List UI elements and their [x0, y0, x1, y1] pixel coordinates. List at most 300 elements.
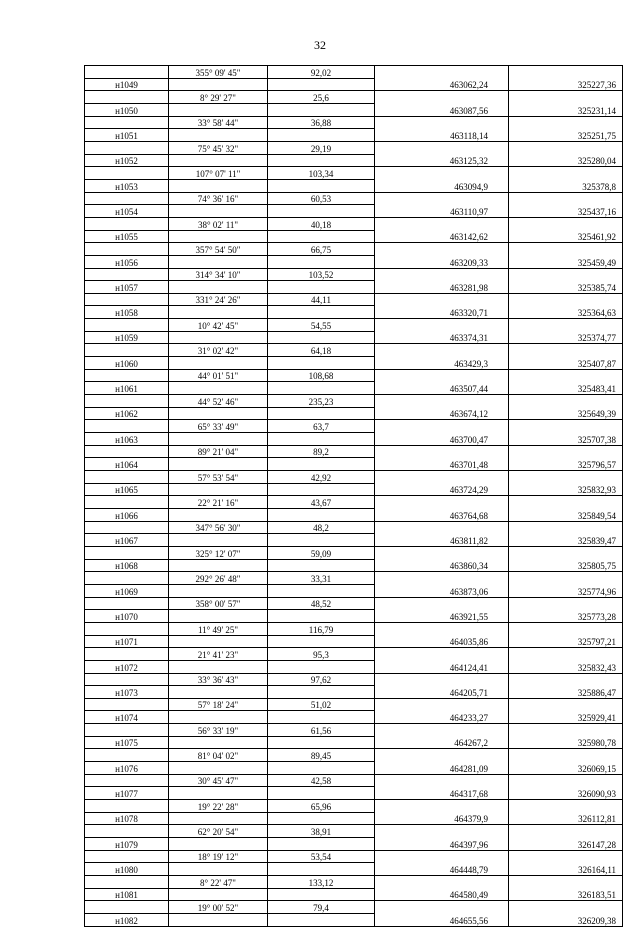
- distance-cell-empty: [268, 584, 375, 597]
- point-row: [85, 179, 623, 192]
- point-cell-empty: [85, 420, 169, 433]
- point-row: [85, 534, 623, 547]
- y-coordinate: 325385,74: [509, 281, 623, 294]
- distance-cell-empty: [268, 610, 375, 623]
- point-id: н1056: [85, 255, 169, 268]
- distance-cell-empty: [268, 635, 375, 648]
- x-coordinate: 463507,44: [375, 382, 509, 395]
- point-row: [85, 154, 623, 167]
- point-id: н1069: [85, 584, 169, 597]
- y-coordinate: 325707,38: [509, 433, 623, 446]
- x-cell-empty: [375, 319, 509, 332]
- point-id: н1067: [85, 534, 169, 547]
- point-id: н1073: [85, 686, 169, 699]
- bearing-angle: 44° 52' 46": [169, 395, 268, 408]
- x-coordinate: 464448,79: [375, 863, 509, 876]
- bearing-distance: 61,56: [268, 724, 375, 737]
- bearing-row: [85, 243, 623, 256]
- bearing-row: [85, 724, 623, 737]
- x-cell-empty: [375, 572, 509, 585]
- bearing-row: [85, 66, 623, 79]
- x-cell-empty: [375, 648, 509, 661]
- x-cell-empty: [375, 167, 509, 180]
- x-cell-empty: [375, 268, 509, 281]
- angle-cell-empty: [169, 129, 268, 142]
- x-cell-empty: [375, 369, 509, 382]
- point-row: [85, 407, 623, 420]
- y-coordinate: 325980,78: [509, 736, 623, 749]
- point-row: [85, 306, 623, 319]
- bearing-angle: 355° 09' 45": [169, 66, 268, 79]
- point-cell-empty: [85, 496, 169, 509]
- distance-cell-empty: [268, 382, 375, 395]
- bearing-angle: 11° 49' 25": [169, 622, 268, 635]
- x-cell-empty: [375, 597, 509, 610]
- angle-cell-empty: [169, 559, 268, 572]
- y-cell-empty: [509, 724, 623, 737]
- bearing-distance: 40,18: [268, 217, 375, 230]
- point-id: н1082: [85, 913, 169, 926]
- x-coordinate: 463700,47: [375, 433, 509, 446]
- x-coordinate: 463281,98: [375, 281, 509, 294]
- x-coordinate: 464379,9: [375, 812, 509, 825]
- angle-cell-empty: [169, 610, 268, 623]
- bearing-angle: 8° 29' 27": [169, 91, 268, 104]
- angle-cell-empty: [169, 736, 268, 749]
- y-coordinate: 325459,49: [509, 255, 623, 268]
- point-row: [85, 635, 623, 648]
- point-id: н1061: [85, 382, 169, 395]
- bearing-angle: 38° 02' 11": [169, 217, 268, 230]
- distance-cell-empty: [268, 179, 375, 192]
- point-row: [85, 433, 623, 446]
- point-row: [85, 483, 623, 496]
- bearing-row: [85, 395, 623, 408]
- bearing-distance: 92,02: [268, 66, 375, 79]
- bearing-angle: 33° 58' 44": [169, 116, 268, 129]
- point-row: [85, 255, 623, 268]
- x-cell-empty: [375, 698, 509, 711]
- x-cell-empty: [375, 800, 509, 813]
- point-row: [85, 736, 623, 749]
- bearing-row: [85, 471, 623, 484]
- bearing-row: [85, 546, 623, 559]
- point-id: н1051: [85, 129, 169, 142]
- bearing-angle: 357° 54' 50": [169, 243, 268, 256]
- point-id: н1063: [85, 433, 169, 446]
- y-coordinate: 325805,75: [509, 559, 623, 572]
- bearing-angle: 19° 00' 52": [169, 901, 268, 914]
- point-row: [85, 584, 623, 597]
- x-cell-empty: [375, 673, 509, 686]
- x-cell-empty: [375, 471, 509, 484]
- bearing-row: [85, 496, 623, 509]
- distance-cell-empty: [268, 306, 375, 319]
- point-cell-empty: [85, 91, 169, 104]
- x-cell-empty: [375, 850, 509, 863]
- bearing-angle: 22° 21' 16": [169, 496, 268, 509]
- y-coordinate: 325437,16: [509, 205, 623, 218]
- y-cell-empty: [509, 698, 623, 711]
- point-id: н1064: [85, 458, 169, 471]
- point-id: н1052: [85, 154, 169, 167]
- bearing-row: [85, 192, 623, 205]
- point-row: [85, 281, 623, 294]
- point-cell-empty: [85, 648, 169, 661]
- point-cell-empty: [85, 825, 169, 838]
- point-id: н1068: [85, 559, 169, 572]
- x-coordinate: 464124,41: [375, 660, 509, 673]
- point-row: [85, 913, 623, 926]
- bearing-row: [85, 572, 623, 585]
- x-coordinate: 463860,34: [375, 559, 509, 572]
- y-cell-empty: [509, 850, 623, 863]
- y-coordinate: 326069,15: [509, 762, 623, 775]
- x-coordinate: 463142,62: [375, 230, 509, 243]
- y-coordinate: 325774,96: [509, 584, 623, 597]
- angle-cell-empty: [169, 483, 268, 496]
- angle-cell-empty: [169, 230, 268, 243]
- bearing-angle: 19° 22' 28": [169, 800, 268, 813]
- y-coordinate: 325407,87: [509, 357, 623, 370]
- x-cell-empty: [375, 243, 509, 256]
- distance-cell-empty: [268, 863, 375, 876]
- y-cell-empty: [509, 648, 623, 661]
- x-coordinate: 464233,27: [375, 711, 509, 724]
- point-id: н1055: [85, 230, 169, 243]
- point-cell-empty: [85, 749, 169, 762]
- distance-cell-empty: [268, 129, 375, 142]
- point-id: н1076: [85, 762, 169, 775]
- angle-cell-empty: [169, 306, 268, 319]
- y-cell-empty: [509, 395, 623, 408]
- bearing-distance: 133,12: [268, 876, 375, 889]
- point-row: [85, 711, 623, 724]
- angle-cell-empty: [169, 357, 268, 370]
- x-coordinate: 463094,9: [375, 179, 509, 192]
- y-cell-empty: [509, 876, 623, 889]
- x-coordinate: 464655,56: [375, 913, 509, 926]
- y-coordinate: 325797,21: [509, 635, 623, 648]
- point-cell-empty: [85, 344, 169, 357]
- point-cell-empty: [85, 445, 169, 458]
- bearing-row: [85, 800, 623, 813]
- angle-cell-empty: [169, 635, 268, 648]
- y-coordinate: 326209,38: [509, 913, 623, 926]
- x-cell-empty: [375, 141, 509, 154]
- bearing-row: [85, 597, 623, 610]
- bearing-row: [85, 850, 623, 863]
- distance-cell-empty: [268, 103, 375, 116]
- point-row: [85, 382, 623, 395]
- distance-cell-empty: [268, 559, 375, 572]
- y-coordinate: 325374,77: [509, 331, 623, 344]
- bearing-row: [85, 217, 623, 230]
- bearing-distance: 38,91: [268, 825, 375, 838]
- distance-cell-empty: [268, 154, 375, 167]
- bearing-angle: 57° 18' 24": [169, 698, 268, 711]
- point-id: н1057: [85, 281, 169, 294]
- y-cell-empty: [509, 673, 623, 686]
- distance-cell-empty: [268, 508, 375, 521]
- point-cell-empty: [85, 774, 169, 787]
- bearing-angle: 57° 53' 54": [169, 471, 268, 484]
- y-cell-empty: [509, 825, 623, 838]
- point-cell-empty: [85, 546, 169, 559]
- y-coordinate: 325227,36: [509, 78, 623, 91]
- distance-cell-empty: [268, 483, 375, 496]
- x-cell-empty: [375, 901, 509, 914]
- bearing-angle: 65° 33' 49": [169, 420, 268, 433]
- y-coordinate: 325649,39: [509, 407, 623, 420]
- x-coordinate: 463764,68: [375, 508, 509, 521]
- point-cell-empty: [85, 471, 169, 484]
- distance-cell-empty: [268, 281, 375, 294]
- distance-cell-empty: [268, 331, 375, 344]
- point-id: н1060: [85, 357, 169, 370]
- distance-cell-empty: [268, 205, 375, 218]
- bearing-row: [85, 293, 623, 306]
- bearing-angle: 74° 36' 16": [169, 192, 268, 205]
- bearing-row: [85, 445, 623, 458]
- point-row: [85, 78, 623, 91]
- distance-cell-empty: [268, 888, 375, 901]
- bearing-distance: 48,2: [268, 521, 375, 534]
- bearing-angle: 31° 02' 42": [169, 344, 268, 357]
- y-cell-empty: [509, 293, 623, 306]
- angle-cell-empty: [169, 407, 268, 420]
- distance-cell-empty: [268, 357, 375, 370]
- point-row: [85, 838, 623, 851]
- point-cell-empty: [85, 66, 169, 79]
- angle-cell-empty: [169, 762, 268, 775]
- point-cell-empty: [85, 116, 169, 129]
- distance-cell-empty: [268, 458, 375, 471]
- y-cell-empty: [509, 167, 623, 180]
- point-id: н1062: [85, 407, 169, 420]
- y-cell-empty: [509, 597, 623, 610]
- point-cell-empty: [85, 622, 169, 635]
- bearing-row: [85, 268, 623, 281]
- bearing-angle: 292° 26' 48": [169, 572, 268, 585]
- angle-cell-empty: [169, 534, 268, 547]
- bearing-distance: 60,53: [268, 192, 375, 205]
- point-cell-empty: [85, 698, 169, 711]
- bearing-distance: 66,75: [268, 243, 375, 256]
- point-id: н1075: [85, 736, 169, 749]
- bearing-distance: 48,52: [268, 597, 375, 610]
- y-cell-empty: [509, 66, 623, 79]
- point-cell-empty: [85, 369, 169, 382]
- x-coordinate: 464580,49: [375, 888, 509, 901]
- angle-cell-empty: [169, 179, 268, 192]
- angle-cell-empty: [169, 812, 268, 825]
- y-cell-empty: [509, 243, 623, 256]
- bearing-angle: 331° 24' 26": [169, 293, 268, 306]
- distance-cell-empty: [268, 787, 375, 800]
- point-id: н1065: [85, 483, 169, 496]
- x-cell-empty: [375, 622, 509, 635]
- y-coordinate: 326164,11: [509, 863, 623, 876]
- x-coordinate: 464267,2: [375, 736, 509, 749]
- bearing-angle: 81° 04' 02": [169, 749, 268, 762]
- x-coordinate: 463118,14: [375, 129, 509, 142]
- x-cell-empty: [375, 293, 509, 306]
- x-coordinate: 463429,3: [375, 357, 509, 370]
- y-coordinate: 325483,41: [509, 382, 623, 395]
- bearing-angle: 30° 45' 47": [169, 774, 268, 787]
- distance-cell-empty: [268, 711, 375, 724]
- bearing-distance: 97,62: [268, 673, 375, 686]
- point-cell-empty: [85, 192, 169, 205]
- bearing-row: [85, 344, 623, 357]
- y-cell-empty: [509, 622, 623, 635]
- bearing-distance: 44,11: [268, 293, 375, 306]
- y-cell-empty: [509, 445, 623, 458]
- bearing-distance: 43,67: [268, 496, 375, 509]
- bearing-row: [85, 420, 623, 433]
- angle-cell-empty: [169, 458, 268, 471]
- x-cell-empty: [375, 546, 509, 559]
- point-cell-empty: [85, 293, 169, 306]
- x-cell-empty: [375, 66, 509, 79]
- bearing-row: [85, 749, 623, 762]
- x-coordinate: 463921,55: [375, 610, 509, 623]
- y-cell-empty: [509, 420, 623, 433]
- bearing-row: [85, 901, 623, 914]
- x-cell-empty: [375, 825, 509, 838]
- x-coordinate: 463674,12: [375, 407, 509, 420]
- bearing-angle: 358° 00' 57": [169, 597, 268, 610]
- distance-cell-empty: [268, 230, 375, 243]
- point-id: н1070: [85, 610, 169, 623]
- y-cell-empty: [509, 217, 623, 230]
- bearing-row: [85, 521, 623, 534]
- bearing-distance: 235,23: [268, 395, 375, 408]
- bearing-distance: 33,31: [268, 572, 375, 585]
- y-coordinate: 325886,47: [509, 686, 623, 699]
- x-cell-empty: [375, 876, 509, 889]
- x-cell-empty: [375, 344, 509, 357]
- point-cell-empty: [85, 572, 169, 585]
- point-row: [85, 812, 623, 825]
- bearing-angle: 75° 45' 32": [169, 141, 268, 154]
- bearing-angle: 56° 33' 19": [169, 724, 268, 737]
- bearing-row: [85, 167, 623, 180]
- y-coordinate: 325849,54: [509, 508, 623, 521]
- point-row: [85, 559, 623, 572]
- point-row: [85, 863, 623, 876]
- y-coordinate: 325251,75: [509, 129, 623, 142]
- page-number: 32: [314, 38, 326, 52]
- y-coordinate: 326090,93: [509, 787, 623, 800]
- x-cell-empty: [375, 774, 509, 787]
- bearing-distance: 53,54: [268, 850, 375, 863]
- y-coordinate: 325461,92: [509, 230, 623, 243]
- bearing-angle: 8° 22' 47": [169, 876, 268, 889]
- point-id: н1059: [85, 331, 169, 344]
- point-cell-empty: [85, 521, 169, 534]
- y-cell-empty: [509, 496, 623, 509]
- y-cell-empty: [509, 521, 623, 534]
- angle-cell-empty: [169, 660, 268, 673]
- point-id: н1054: [85, 205, 169, 218]
- x-coordinate: 464397,96: [375, 838, 509, 851]
- y-coordinate: 325364,63: [509, 306, 623, 319]
- point-row: [85, 205, 623, 218]
- distance-cell-empty: [268, 534, 375, 547]
- angle-cell-empty: [169, 382, 268, 395]
- distance-cell-empty: [268, 433, 375, 446]
- y-cell-empty: [509, 344, 623, 357]
- point-row: [85, 103, 623, 116]
- point-row: [85, 357, 623, 370]
- point-cell-empty: [85, 268, 169, 281]
- x-coordinate: 463062,24: [375, 78, 509, 91]
- bearing-distance: 108,68: [268, 369, 375, 382]
- x-coordinate: 463087,56: [375, 103, 509, 116]
- angle-cell-empty: [169, 433, 268, 446]
- point-id: н1049: [85, 78, 169, 91]
- bearing-angle: 314° 34' 10": [169, 268, 268, 281]
- coordinates-table: [84, 65, 623, 927]
- point-row: [85, 686, 623, 699]
- x-cell-empty: [375, 724, 509, 737]
- bearing-angle: 89° 21' 04": [169, 445, 268, 458]
- distance-cell-empty: [268, 736, 375, 749]
- y-coordinate: 326112,81: [509, 812, 623, 825]
- y-cell-empty: [509, 800, 623, 813]
- bearing-row: [85, 319, 623, 332]
- bearing-row: [85, 825, 623, 838]
- distance-cell-empty: [268, 762, 375, 775]
- angle-cell-empty: [169, 863, 268, 876]
- bearing-distance: 103,34: [268, 167, 375, 180]
- point-row: [85, 610, 623, 623]
- point-cell-empty: [85, 673, 169, 686]
- angle-cell-empty: [169, 584, 268, 597]
- y-cell-empty: [509, 471, 623, 484]
- point-cell-empty: [85, 319, 169, 332]
- bearing-distance: 64,18: [268, 344, 375, 357]
- y-coordinate: 325839,47: [509, 534, 623, 547]
- point-cell-empty: [85, 597, 169, 610]
- bearing-row: [85, 673, 623, 686]
- x-coordinate: 464317,68: [375, 787, 509, 800]
- distance-cell-empty: [268, 255, 375, 268]
- distance-cell-empty: [268, 78, 375, 91]
- bearing-row: [85, 369, 623, 382]
- point-id: н1081: [85, 888, 169, 901]
- distance-cell-empty: [268, 838, 375, 851]
- distance-cell-empty: [268, 812, 375, 825]
- angle-cell-empty: [169, 711, 268, 724]
- bearing-distance: 42,92: [268, 471, 375, 484]
- x-coordinate: 463320,71: [375, 306, 509, 319]
- x-cell-empty: [375, 749, 509, 762]
- point-id: н1072: [85, 660, 169, 673]
- x-coordinate: 464205,71: [375, 686, 509, 699]
- angle-cell-empty: [169, 838, 268, 851]
- angle-cell-empty: [169, 255, 268, 268]
- bearing-angle: 107° 07' 11": [169, 167, 268, 180]
- point-cell-empty: [85, 800, 169, 813]
- angle-cell-empty: [169, 78, 268, 91]
- angle-cell-empty: [169, 154, 268, 167]
- bearing-distance: 65,96: [268, 800, 375, 813]
- angle-cell-empty: [169, 686, 268, 699]
- x-coordinate: 463209,33: [375, 255, 509, 268]
